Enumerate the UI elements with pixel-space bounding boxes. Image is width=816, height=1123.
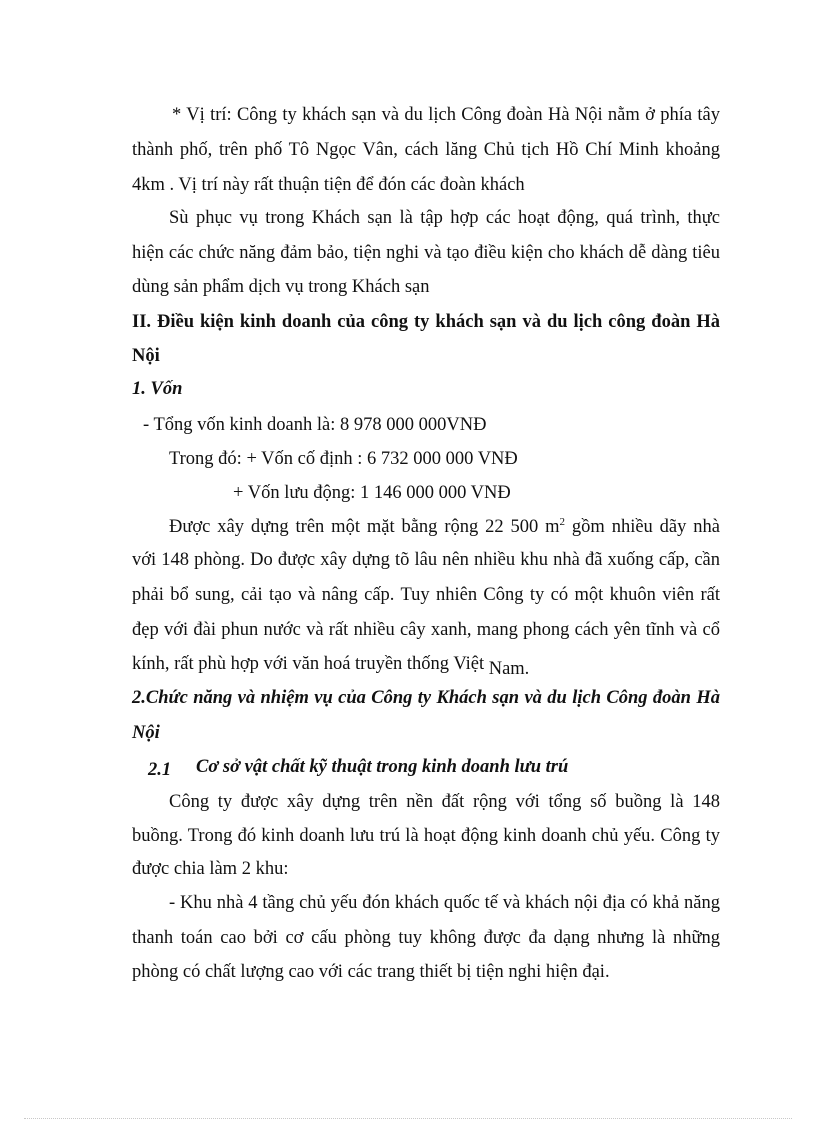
capital-working: + Vốn lưu động: 1 146 000 000 VNĐ bbox=[233, 483, 511, 503]
paragraph-line: phòng có chất lượng cao với các trang thiết bị tiện nghi hiện đại. bbox=[132, 962, 610, 982]
paragraph-line: dùng sản phẩm dịch vụ trong Khách sạn bbox=[132, 277, 430, 297]
paragraph-line: thanh toán cao bởi cơ cấu phòng tuy không được đa dạng nhưng là những bbox=[132, 928, 720, 948]
paragraph-line: Được xây dựng trên một mặt bằng rộng 22 500 $m^2$ gồm nhiều dãy nhà bbox=[169, 515, 720, 537]
paragraph-line: - Khu nhà 4 tầng chủ yếu đón khách quốc tế và khách nội địa có khả năng bbox=[169, 893, 720, 913]
paragraph-line: phải bổ sung, cải tạo và nâng cấp. Tuy nhiên Công ty có một khuôn viên rất bbox=[132, 585, 720, 605]
page-border bbox=[24, 1118, 792, 1119]
subsection-number: 2.1 bbox=[148, 760, 172, 780]
heading-line: Nội bbox=[132, 723, 160, 743]
paragraph-line: * Vị trí: Công ty khách sạn và du lịch Công đoàn Hà Nội nằm ở phía tây bbox=[172, 105, 720, 125]
paragraph-line: Sù phục vụ trong Khách sạn là tập hợp các hoạt động, quá trình, thực bbox=[169, 208, 720, 228]
paragraph-line: 4km . Vị trí này rất thuận tiện để đón các đoàn khách bbox=[132, 175, 525, 195]
superscript: 2 bbox=[559, 515, 566, 528]
paragraph-line: đẹp với đài phun nước và rất nhiều cây xanh, mang phong cách yên tĩnh và cổ bbox=[132, 620, 720, 640]
paragraph-line: Công ty được xây dựng trên nền đất rộng với tổng số buồng là 148 bbox=[169, 792, 720, 812]
paragraph-line: buồng. Trong đó kinh doanh lưu trú là hoạt động kinh doanh chủ yếu. Công ty bbox=[132, 826, 720, 846]
capital-fixed: Trong đó: + Vốn cố định : 6 732 000 000 VNĐ bbox=[169, 449, 518, 469]
subsection-title: Cơ sở vật chất kỹ thuật trong kinh doanh lưu trú bbox=[196, 757, 569, 777]
paragraph-line: hiện các chức năng đảm bảo, tiện nghi và tạo điều kiện cho khách dễ dàng tiêu bbox=[132, 243, 720, 263]
heading-line: Nội bbox=[132, 346, 160, 366]
paragraph-line: thành phố, trên phố Tô Ngọc Vân, cách lăng Chủ tịch Hồ Chí Minh khoảng bbox=[132, 140, 720, 160]
heading-line: II. Điều kiện kinh doanh của công ty khách sạn và du lịch công đoàn Hà bbox=[132, 312, 720, 332]
paragraph-line: được chia làm 2 khu: bbox=[132, 859, 289, 879]
capital-heading: 1. Vốn bbox=[132, 379, 183, 399]
capital-total: - Tổng vốn kinh doanh là: 8 978 000 000VNĐ bbox=[143, 415, 487, 435]
paragraph-line: kính, rất phù hợp với văn hoá truyền thống Việt Nam. bbox=[132, 654, 530, 679]
paragraph-line: với 148 phòng. Do được xây dựng tõ lâu nên nhiều khu nhà đã xuống cấp, cần bbox=[132, 550, 720, 570]
heading-line: 2.Chức năng và nhiệm vụ của Công ty Khách sạn và du lịch Công đoàn Hà bbox=[132, 688, 720, 708]
